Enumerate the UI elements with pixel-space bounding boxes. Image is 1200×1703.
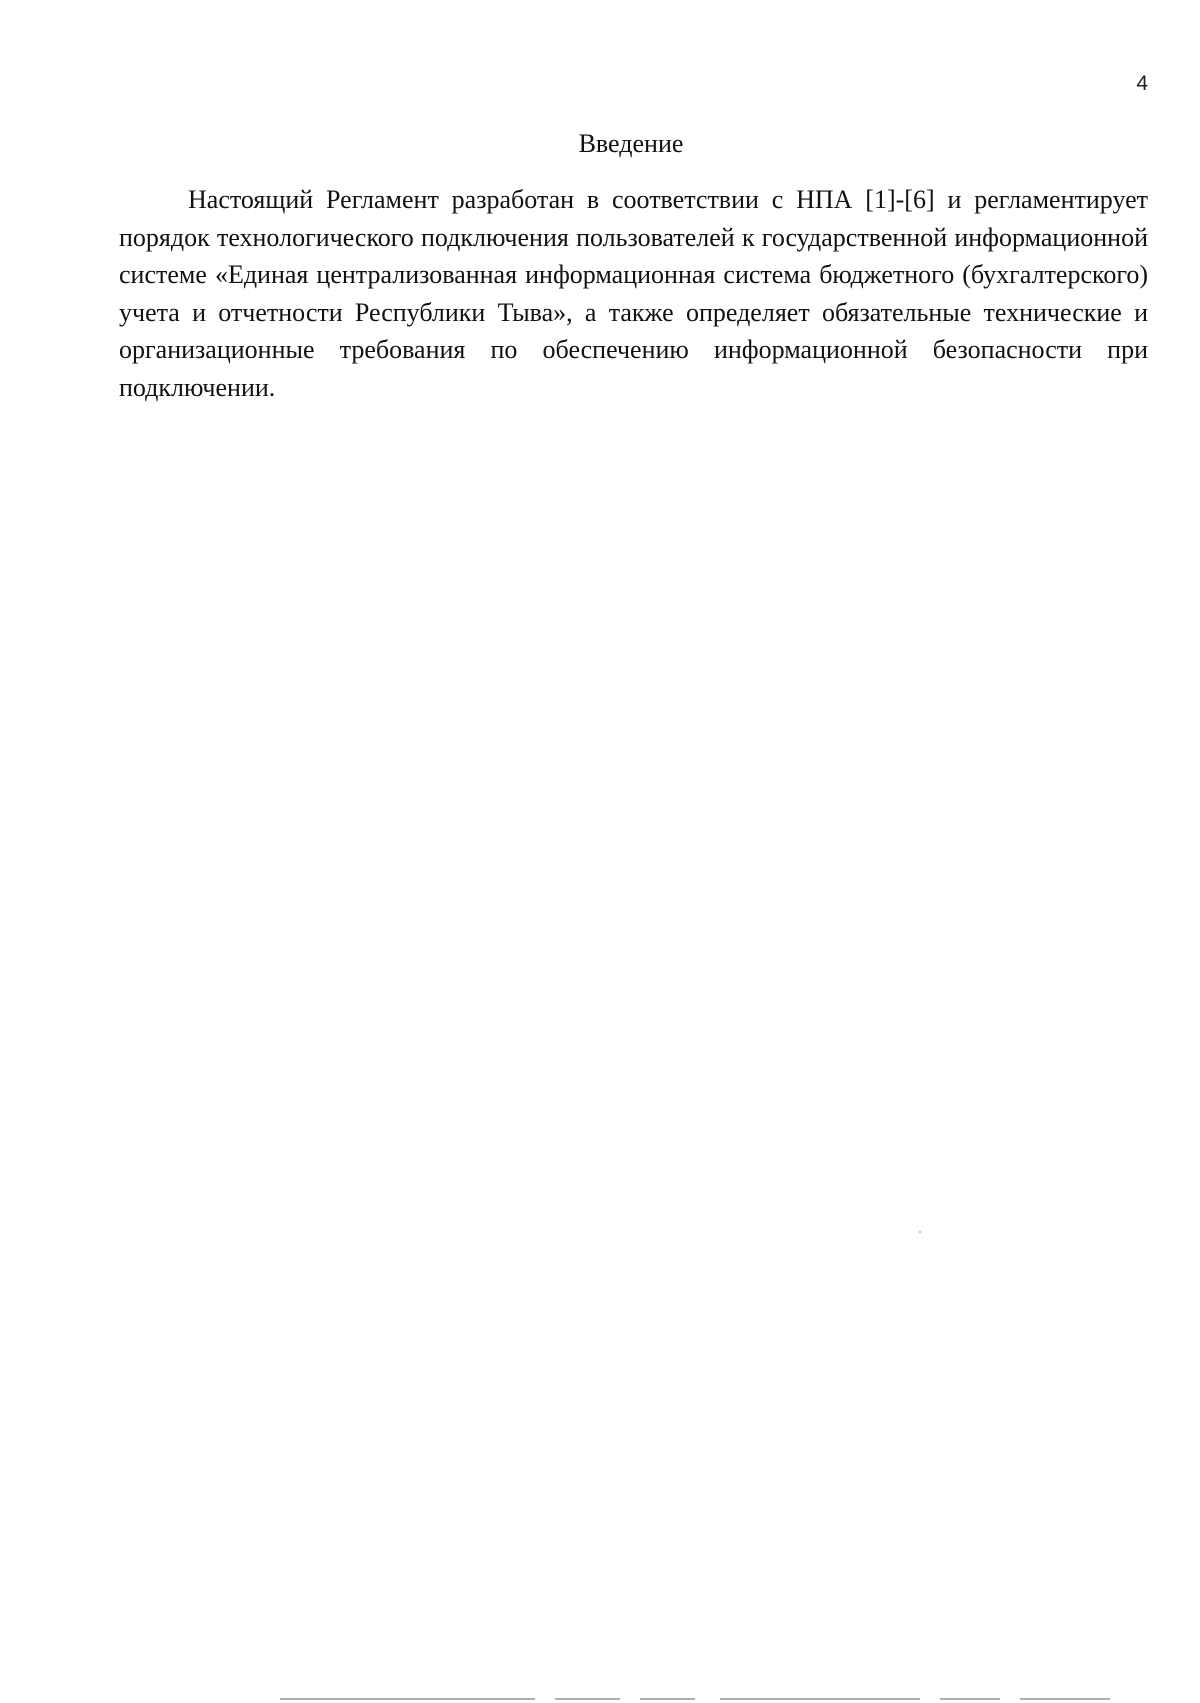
page-number: 4 bbox=[1136, 72, 1148, 95]
scan-artifact bbox=[280, 1698, 535, 1700]
scan-artifact bbox=[1020, 1698, 1110, 1700]
section-heading: Введение bbox=[578, 129, 684, 158]
body-paragraph: Настоящий Регламент разработан в соответствии с НПА [1]-[6] и регламентирует порядок технологического подключения пользователей к государственной информационной системе «Единая централизованная информационная система бюджетного (бухгалтерского) учета и отчетности Республики Тыва», а также определяет обязательные технические и организационные требования по обеспечению информационной безопасности при подключении. bbox=[119, 185, 1148, 402]
scan-artifact bbox=[720, 1698, 920, 1700]
scan-speck bbox=[919, 1231, 921, 1233]
scan-artifact bbox=[640, 1698, 695, 1700]
scan-artifact bbox=[940, 1698, 1000, 1700]
scan-artifact bbox=[555, 1698, 620, 1700]
